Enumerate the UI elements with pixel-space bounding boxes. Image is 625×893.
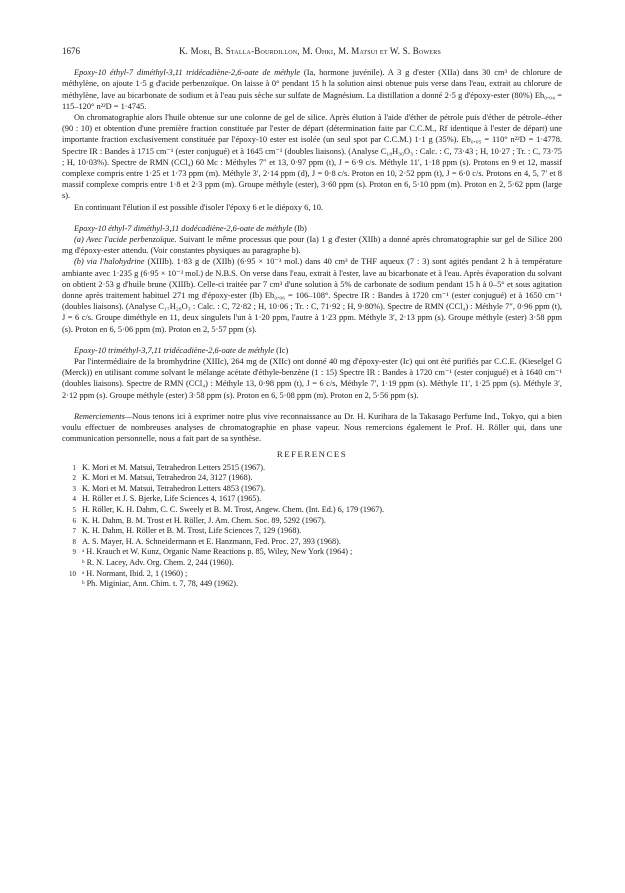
section-c-title: Epoxy-10 triméthyl-3,7,11 tridécadiène-2,6-oate de méthyle [74,345,275,355]
reference-item: ᵇ Ph. Miginiac, Ann. Chim. t. 7, 78, 449 (1962). [82,579,239,589]
reference-item: 8 A. S. Mayer, H. A. Schneidermann et E. Hanzmann, Fed. Proc. 27, 393 (1968). [72,536,341,546]
reference-item: 6 K. H. Dahm, B. M. Trost et H. Röller, J. Am. Chem. Soc. 89, 5292 (1967). [72,515,326,525]
journal-page [62,46,562,590]
section-c-heading [62,345,562,356]
section-a-paragraph-2: On chromatographie alors l'huile obtenue sur une colonne de gel de silice. Après élution à l'aide d'éther de pétrole puis d'éther de pétrole–éther (90 : 10) et obtention d'une première fraction constituée par l'ester de départ (détermination faite par C.C.M., Rf identique à l'ester de départ) une importante fraction exclusivement constituée par l'époxy-10 ester est isolée (un seul spot par C.C.M.) 1·1 g (35%). Eb₀.₀₅ = 110° n²²D = 1·4778. Spectre IR : Bandes à 1715 cm⁻¹ (ester conjugué) et à 1645 cm⁻¹ (doubles liaisons). (Analyse C₁₈H₃₀O₃ : Calc. : C, 73·43 ; H, 10·27 ; Tr. : C, 73·75 ; H, 10·03%). Spectre de RMN (CCl₄) 60 Mc : Méthyles 7″ et 13, 0·97 ppm (t), J = 6·9 c/s. Méthyle 11′, 1·18 ppm (s). Protons en 9 et 12, massif complexe compris entre 1·25 et 1·73 ppm (m). Méthyle 3′, 2·14 ppm (d), J = 0·8 c/s. Proton en 10, 2·52 ppm (t), J = 6·0 c/s. Protons en 4, 5, 7′ et 8 massif complexe compris entre 1·8 et 2·3 ppm (m). Groupe méthyle (ester), 3·60 ppm (s). Proton en 6, 5·10 ppm (m). Proton en 2, 5·62 ppm (large s). [62,113,562,201]
references-list [62,463,562,590]
acknowledgements-text: Nous tenons ici à exprimer notre plus vive reconnaissance au Dr. H. Kurihara de la Takasago Perfume Ind., Tokyo, qui a bien voulu effectuer de nombreuses analyses de chromatographie en phase vapeur. Nous remercions également le Prof. H. Röller qui, dans une communication personnelle, nous a fait part de sa synthèse. [62,411,562,444]
reference-item: 3 K. Mori et M. Matsui, Tetrahedron Letters 4853 (1967). [72,483,266,493]
running-authors: K. Mori, B. Stalla-Bourdillon, M. Ohki, M. Matsui et W. S. Bowers [178,46,442,56]
section-b-paragraph-b [62,256,562,334]
references-heading: REFERENCES [276,448,348,459]
reference-item: 2 K. Mori et M. Matsui, Tetrahedron 24, 3127 (1968). [72,473,253,483]
section-a-text: (Ia, hormone juvénile). A 3 g d'ester (XIIa) dans 30 cm³ de chlorure de méthylène, on ajoute 1·5 g d'acide perbenzoïque. On laisse à 0° pendant 15 h la solution ainsi obtenue puis verse dans l'eau, extrait au chlorure de méthylène, lave au bicarbonate de sodium et à l'eau puis sèche sur sulfate de Magnésium. La distillation a donné 2·5 g d'époxy-ester (80%) Eb₀.₀₄ = 115–120° n²²D = 1·4745. [62,68,563,111]
reference-item: 5 H. Röller, K. H. Dahm, C. C. Sweely et B. M. Trost, Angew. Chem. (Int. Ed.) 6, 179 (1967). [72,505,385,515]
section-a-paragraph-1 [62,67,562,112]
acknowledgements [62,411,562,445]
section-c-paragraph: Par l'intermédiaire de la bromhydrine (XIIIc), 264 mg de (XIIc) ont donné 40 mg d'époxy-ester (Ic) qui ont été purifiés par C.C.E. (Kieselgel G (Merck)) en utilisant comme solvant le mélange acétate d'éthyle-benzène (1 : 15) Spectre IR : Bandes à 1720 cm⁻¹ (ester conjugué) et à 1640 cm⁻¹ (doubles liaisons). Spectre de RMN (CCl₄) : Méthyle 13, 0·98 ppm (t), J = 6 c/s, Méthyle 7′, 1·19 ppm (s). Méthyle 11′, 1·25 ppm (s). Méthyle 3′, 2·12 ppm (s). Groupe méthyle (ester) 3·58 ppm (s). Proton en 6, 5·08 ppm (m). Proton en 2, 5·56 ppm (s). [62,357,562,400]
acknowledgements-label: Remerciements— [74,411,133,421]
reference-item: 1 K. Mori et M. Matsui, Tetrahedron Letters 2515 (1967). [72,462,266,472]
reference-item: 4 H. Röller et J. S. Bjerke, Life Sciences 4, 1617 (1965). [72,494,262,504]
reference-item: 7 K. H. Dahm, H. Röller et B. M. Trost, Life Sciences 7, 129 (1968). [72,526,302,536]
section-b-title: Epoxy-10 éthyl-7 diméthyl-3,11 dodécadiène-2,6-oate de méthyle [74,223,293,233]
section-b-heading [62,223,562,234]
section-b-text-a: Suivant le même processus que pour (Ia) 1 g d'ester (XIIb) a donné après chromatographie sur gel de Silice 200 mg d'époxy-ester attendu. (Voir constantes physiques au paragraphe b). [62,235,563,256]
section-a-paragraph-3: En continuant l'élution il est possible d'isoler l'époxy 6 et le diépoxy 6, 10. [74,202,323,212]
section-b-label-b: (b) via l'halohydrine [74,257,145,267]
section-b-title-suffix: (Ib) [294,223,307,233]
reference-item: 9 ᵃ H. Krauch et W. Kunz, Organic Name Reactions p. 85, Wiley, New York (1964) ; [72,547,353,557]
section-b-text-b: (XIIIb). 1·83 g de (XIIb) (6·95 × 10⁻³ mol.) dans 40 cm³ de THF aqueux (7 : 3) sont agités pendant 2 h à température ambiante avec 1·235 g (6·95 × 10⁻³ mol.) de N.B.S. On verse dans l'eau, extrait à l'ester, lave au bicarbonate et à l'eau. Après évaporation du solvant on obtient 2·53 g d'huile brune (XIIIb). Celle-ci traitée par 7 cm³ d'une solution à 5% de carbonate de sodium pendant 15 h à 0–5° et sous agitation donne après traitement habituel 271 mg d'époxy-ester (Ib) Eb₀.₀₆ = 106–108°. Spectre IR : Bandes à 1720 cm⁻¹ (ester conjugué) et à 1650 cm⁻¹ (doubles liaisons). (Analyse C₁₇H₂₈O₃ : Calc. : C, 72·82 ; H, 10·06 ; Tr. : C, 71·92 ; H, 9·80%). Spectre de RMN (CCl₄) : Méthyle 7″, 0·96 ppm (t), J = 6 c/s. Groupe diméthyle en 11, deux singulets l'un à 1·20 ppm, l'autre à 1·23 ppm. Méthyle 3′, 2·13 ppm (s). Groupe méthyle (ester) 3·58 ppm (s). Proton en 6, 5·06 ppm (m). Proton en 2, 5·57 ppm (s). [62,257,562,334]
reference-item: ᵇ R. N. Lacey, Adv. Org. Chem. 2, 244 (1960). [82,558,234,568]
reference-item: 10 ᵃ H. Normant, Ibid. 2, 1 (1960) ; [69,568,188,578]
section-c-title-suffix: (Ic) [276,345,289,355]
section-a-title: Epoxy-10 éthyl-7 diméthyl-3,11 tridécadiène-2,6-oate de méthyle [74,68,301,78]
page-header [62,46,562,57]
section-b-label-a: (a) Avec l'acide perbenzoïque. [74,235,177,245]
section-b-paragraph-a [62,234,562,256]
page-number: 1676 [62,46,80,56]
